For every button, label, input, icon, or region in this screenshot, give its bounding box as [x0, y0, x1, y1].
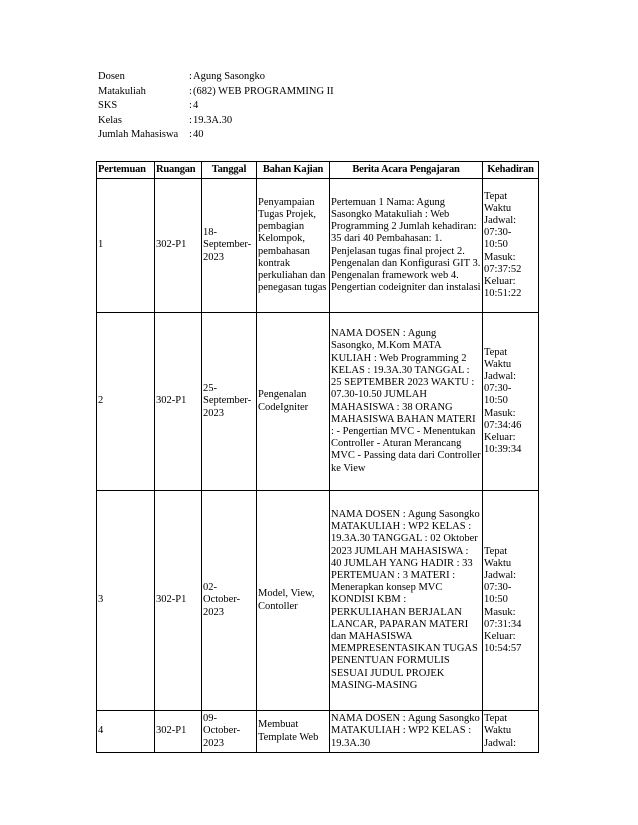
- info-label: Matakuliah: [98, 85, 146, 97]
- header-ruangan: Ruangan: [155, 162, 202, 179]
- cell-berita-acara: NAMA DOSEN : Agung Sasongko MATAKULIAH : WP2 KELAS : 19.3A.30: [330, 711, 483, 753]
- info-value: Agung Sasongko: [193, 71, 266, 82]
- cell-tanggal: 02- October- 2023: [202, 491, 257, 711]
- table-row: [97, 711, 539, 753]
- header-tanggal: Tanggal: [202, 162, 257, 179]
- cell-bahan-kajian: Model, View, Contoller: [257, 491, 330, 711]
- cell-kehadiran: Tepat Waktu Jadwal: 07:30- 10:50 Masuk: 07:31:34 Keluar: 10:54:57: [483, 491, 539, 711]
- cell-ruangan: 302-P1: [155, 491, 202, 711]
- info-value: 40: [193, 129, 204, 140]
- info-row-jumlah-mahasiswa: Jumlah Mahasiswa : 40: [98, 128, 334, 143]
- cell-kehadiran: Tepat Waktu Jadwal: 07:30- 10:50 Masuk: 07:37:52 Keluar: 10:51:22: [483, 179, 539, 313]
- header-kehadiran: Kehadiran: [483, 162, 539, 179]
- info-label: Dosen: [98, 71, 125, 82]
- cell-pertemuan: 2: [97, 313, 155, 491]
- info-label: Jumlah Mahasiswa: [98, 129, 179, 140]
- cell-bahan-kajian: Membuat Template Web: [257, 711, 330, 753]
- attendance-table: [96, 161, 539, 753]
- info-row-dosen: Dosen : Agung Sasongko: [98, 70, 334, 85]
- cell-ruangan: 302-P1: [155, 313, 202, 491]
- table-row: [97, 313, 539, 491]
- info-value: (682) WEB PROGRAMMING II: [193, 85, 334, 97]
- cell-tanggal: 18- September- 2023: [202, 179, 257, 313]
- cell-ruangan: 302-P1: [155, 711, 202, 753]
- header-bahan-kajian: Bahan Kajian: [257, 162, 330, 179]
- info-row-sks: SKS : 4: [98, 99, 334, 114]
- info-row-matakuliah: Matakuliah : (682) WEB PROGRAMMING II: [98, 85, 334, 100]
- info-label: Kelas: [98, 114, 122, 126]
- cell-tanggal: 09- October- 2023: [202, 711, 257, 753]
- cell-berita-acara: NAMA DOSEN : Agung Sasongko, M.Kom MATA KULIAH : Web Programming 2 KELAS : 19.3A.30 TANGGAL : 25 SEPTEMBER 2023 WAKTU : 07.30-10.50 JUMLAH MAHASISWA : 38 ORANG MAHASISWA BAHAN MATERI : - Pengertian MVC - Menentukan Controller - Aturan Merancang MVC - Passing data dari Controller ke View: [330, 313, 483, 491]
- cell-pertemuan: 1: [97, 179, 155, 313]
- header-berita-acara: Berita Acara Pengajaran: [330, 162, 483, 179]
- cell-bahan-kajian: Pengenalan CodeIgniter: [257, 313, 330, 491]
- cell-bahan-kajian: Penyampaian Tugas Projek, pembagian Kelompok, pembahasan kontrak perkuliahan dan penegasan tugas: [257, 179, 330, 313]
- cell-ruangan: 302-P1: [155, 179, 202, 313]
- info-row-kelas: Kelas : 19.3A.30: [98, 114, 334, 129]
- cell-berita-acara: Pertemuan 1 Nama: Agung Sasongko Matakuliah : Web Programming 2 Jumlah kehadiran: 35 dari 40 Pembahasan: 1. Penjelasan tugas final project 2. Pengenalan dan Konfigurasi GIT 3. Pengenalan framework web 4. Pengertian codeigniter dan instalasi: [330, 179, 483, 313]
- table-row: [97, 179, 539, 313]
- cell-kehadiran: Tepat Waktu Jadwal: 07:30- 10:50 Masuk: 07:34:46 Keluar: 10:39:34: [483, 313, 539, 491]
- cell-tanggal: 25- September- 2023: [202, 313, 257, 491]
- course-info: [98, 70, 334, 143]
- cell-kehadiran: Tepat Waktu Jadwal:: [483, 711, 539, 753]
- info-value: 4: [193, 100, 199, 111]
- header-pertemuan: Pertemuan: [97, 162, 155, 179]
- table-row: [97, 491, 539, 711]
- table-header-row: [97, 162, 539, 179]
- info-label: SKS: [98, 100, 118, 111]
- cell-pertemuan: 3: [97, 491, 155, 711]
- cell-pertemuan: 4: [97, 711, 155, 753]
- cell-berita-acara: NAMA DOSEN : Agung Sasongko MATAKULIAH : WP2 KELAS : 19.3A.30 TANGGAL : 02 Oktober 2023 JUMLAH MAHASISWA : 40 JUMLAH YANG HADIR : 33 PERTEMUAN : 3 MATERI : Menerapkan konsep MVC KONDISI KBM : PERKULIAHAN BERJALAN LANCAR, PAPARAN MATERI dan MAHASISWA MEMPRESENTASIKAN TUGAS PENENTUAN FORMULIS SESUAI JUDUL PROJEK MASING-MASING: [330, 491, 483, 711]
- info-value: 19.3A.30: [193, 114, 233, 126]
